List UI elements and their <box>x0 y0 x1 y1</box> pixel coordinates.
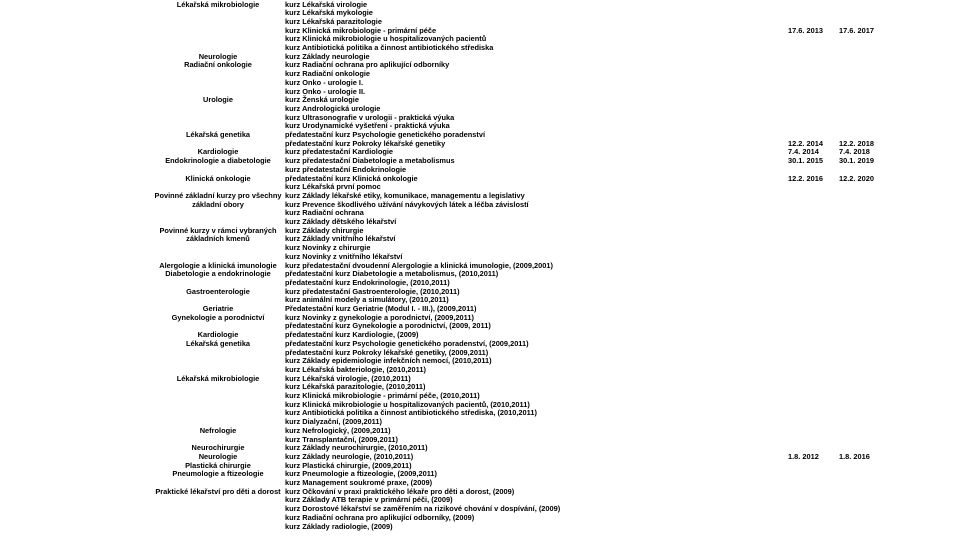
course-cell: předatestační kurz Pokroky lékařské genetiky <box>285 138 446 148</box>
course-cell: kurz předatestační Kardiologie <box>285 147 394 157</box>
course-cell: předatestační kurz Pokroky lékařské genetiky, (2009,2011) <box>285 347 489 357</box>
course-cell: předatestační kurz Psychologie genetického poradenství, (2009,2011) <box>285 338 529 348</box>
course-cell: kurz Nefrologický, (2009,2011) <box>285 425 391 435</box>
date-from-cell: 17.6. 2013 <box>788 25 823 35</box>
section-cell: Gastroenterologie <box>186 286 250 296</box>
course-cell: kurz Lékařská parazitologie <box>285 16 382 26</box>
table-row <box>0 44 959 53</box>
course-cell: předatestační kurz Kardiologie, (2009) <box>285 330 419 340</box>
table-row <box>0 505 959 514</box>
table-row <box>0 418 959 427</box>
table-row <box>0 61 959 70</box>
table-row <box>0 523 959 532</box>
course-cell: kurz Klinická mikrobiologie u hospitalizovaných pacientů, (2010,2011) <box>285 399 530 409</box>
section-cell: Lékařská genetika <box>185 130 251 139</box>
course-cell: kurz Antibiotická politika a činnost antibiotického střediska <box>285 43 494 52</box>
section-cell: Povinné základní kurzy pro všechny <box>154 190 282 200</box>
course-cell: kurz Novinky z gynekologie a porodnictví, (2009,2011) <box>285 312 474 322</box>
course-cell: kurz Radiační ochrana pro aplikující odborníky <box>285 60 450 70</box>
section-cell: Lékařská genetika <box>185 338 251 348</box>
date-from-cell: 12.2. 2016 <box>788 173 823 183</box>
section-cell: Geriatrie <box>202 304 234 313</box>
date-to-cell: 30.1. 2019 <box>839 156 874 166</box>
table-row <box>0 114 959 123</box>
course-cell: kurz Klinická mikrobiologie - primární péče, (2010,2011) <box>285 391 480 400</box>
course-cell: kurz Dialyzační, (2009,2011) <box>285 417 382 427</box>
course-cell: kurz Ženská urologie <box>285 95 359 105</box>
section-cell: Plastická chirurgie <box>185 460 251 470</box>
course-cell: kurz Radiační onkologie <box>285 69 371 79</box>
course-cell: kurz Pneumologie a ftizeologie, (2009,2011) <box>285 469 437 479</box>
course-cell: kurz Lékařská virologie <box>285 0 368 9</box>
course-cell: kurz Základy ATB terapie v primární péči, (2009) <box>285 495 453 505</box>
course-cell: kurz Ultrasonografie v urologii - praktická výuka <box>285 112 455 122</box>
table-row <box>0 270 959 279</box>
date-to-cell: 12.2. 2020 <box>839 173 874 183</box>
section-cell: základní obory <box>192 199 244 209</box>
section-cell: Lékařská mikrobiologie <box>176 373 260 383</box>
table-row <box>0 514 959 523</box>
course-cell: předatestační kurz Endokrinologie, (2010,2011) <box>285 277 450 287</box>
course-cell: kurz Antibiotická politika a činnost antibiotického střediska, (2010,2011) <box>285 408 537 418</box>
table-row <box>0 79 959 88</box>
course-cell: kurz Prevence škodlivého užívání návykových látek a léčba závislostí <box>285 199 529 209</box>
section-cell: Diabetologie a endokrinologie <box>165 269 271 279</box>
date-from-cell: 12.2. 2014 <box>788 138 823 148</box>
course-cell: předatestační kurz Gynekologie a porodnictví, (2009, 2011) <box>285 321 491 331</box>
course-cell: kurz Klinická mikrobiologie - primární péče <box>285 25 437 35</box>
section-cell: Kardiologie <box>197 330 239 340</box>
course-cell: kurz Transplantační, (2009,2011) <box>285 434 398 444</box>
table-row <box>0 375 959 384</box>
table-row <box>0 88 959 97</box>
section-cell: Endokrinologie a diabetologie <box>165 156 271 166</box>
table-row <box>0 305 959 314</box>
table-row <box>0 96 959 105</box>
course-cell: kurz Plastická chirurgie, (2009,2011) <box>285 460 412 470</box>
course-cell: kurz Lékařská virologie, (2010,2011) <box>285 373 411 383</box>
section-cell: základních kmenů <box>186 234 250 244</box>
course-cell: předatestační kurz Klinická onkologie <box>285 173 418 183</box>
course-cell: kurz Základy dětského lékařství <box>285 217 397 226</box>
course-cell: kurz předatestační Endokrinologie <box>285 164 407 174</box>
course-cell: předatestační kurz Psychologie genetického poradenství <box>285 130 486 139</box>
section-cell: Pneumologie a ftizeologie <box>172 469 264 479</box>
table-row <box>0 1 959 10</box>
section-cell: Alergologie a klinická imunologie <box>159 260 277 270</box>
course-cell: kurz Novinky z vnitřního lékařství <box>285 251 403 261</box>
course-cell: kurz animální modely a simulátory, (2010,2011) <box>285 295 449 305</box>
section-cell: Kardiologie <box>197 147 239 157</box>
date-to-cell: 7.4. 2018 <box>839 147 870 157</box>
course-cell: kurz Základy lékařské etiky, komunikace, managementu a legislativy <box>285 190 525 200</box>
section-cell: Povinné kurzy v rámci vybraných <box>159 225 277 235</box>
date-to-cell: 12.2. 2018 <box>839 138 874 148</box>
course-cell: kurz Onko - urologie I. <box>285 77 364 87</box>
date-to-cell: 17.6. 2017 <box>839 25 874 35</box>
course-cell: kurz Očkování v praxi praktického lékaře pro děti a dorost, (2009) <box>285 486 515 496</box>
table-row <box>0 157 959 166</box>
table-row <box>0 296 959 305</box>
section-cell: Gynekologie a porodnictví <box>171 312 265 322</box>
date-to-cell: 1.8. 2016 <box>839 451 870 461</box>
table-row <box>0 288 959 297</box>
course-cell: kurz Urodynamické vyšetření - praktická výuka <box>285 121 450 131</box>
course-cell: kurz Lékařská první pomoc <box>285 182 381 192</box>
table-row <box>0 453 959 462</box>
section-cell: Praktické lékařství pro děti a dorost <box>155 486 281 496</box>
date-from-cell: 1.8. 2012 <box>788 451 819 461</box>
section-cell: Nefrologie <box>199 425 237 435</box>
table-row <box>0 436 959 445</box>
table-row <box>0 218 959 227</box>
table-row <box>0 201 959 210</box>
table-row <box>0 9 959 18</box>
course-cell: kurz Základy radiologie, (2009) <box>285 521 393 531</box>
table-row <box>0 175 959 184</box>
table-row <box>0 70 959 79</box>
course-cell: kurz Základy chirurgie <box>285 225 364 235</box>
course-cell: kurz Základy epidemiologie infekčních nemocí, (2010,2011) <box>285 356 492 366</box>
course-cell: předatestační kurz Diabetologie a metabolismus, (2010,2011) <box>285 269 499 279</box>
course-cell: kurz Lékařská mykologie <box>285 8 373 18</box>
course-cell: kurz Základy vnitřního lékařství <box>285 234 396 244</box>
course-cell: kurz Dorostové lékařství se zaměřením na rizikové chování v dospívání, (2009) <box>285 504 561 514</box>
table-row <box>0 357 959 366</box>
table-row <box>0 279 959 288</box>
table-row <box>0 409 959 418</box>
section-cell: Neurologie <box>198 451 238 461</box>
course-cell: Předatestační kurz Geriatrie (Modul I. - III.), (2009,2011) <box>285 304 477 313</box>
table-row <box>0 227 959 236</box>
table-row <box>0 470 959 479</box>
course-cell: kurz Onko - urologie II. <box>285 86 366 96</box>
section-cell: Neurochirurgie <box>191 443 245 453</box>
date-from-cell: 7.4. 2014 <box>788 147 819 157</box>
table-row <box>0 322 959 331</box>
table-row <box>0 105 959 114</box>
course-cell: kurz Lékařská bakteriologie, (2010,2011) <box>285 364 426 374</box>
table-row <box>0 462 959 471</box>
course-cell: kurz Lékařská parazitologie, (2010,2011) <box>285 382 426 392</box>
course-cell: kurz předatestační Diabetologie a metabolismus <box>285 156 455 166</box>
course-cell: kurz Novinky z chirurgie <box>285 243 371 253</box>
table-row <box>0 488 959 497</box>
section-cell: Klinická onkologie <box>185 173 251 183</box>
course-cell: kurz Základy neurochirurgie, (2010,2011) <box>285 443 428 453</box>
table-row <box>0 427 959 436</box>
course-cell: kurz Základy neurologie <box>285 51 370 61</box>
table-row <box>0 366 959 375</box>
table-row <box>0 244 959 253</box>
course-cell: kurz předatestační Gastroenterologie, (2010,2011) <box>285 286 460 296</box>
course-cell: kurz Radiační ochrana pro aplikující odborníky, (2009) <box>285 512 475 522</box>
course-cell: kurz Andrologická urologie <box>285 103 381 113</box>
section-cell: Neurologie <box>198 51 238 61</box>
section-cell: Radiační onkologie <box>184 60 252 70</box>
course-cell: kurz Základy neurologie, (2010,2011) <box>285 451 414 461</box>
course-cell: kurz předatestační dvoudenní Alergologie a klinická imunologie, (2009,2001) <box>285 260 553 270</box>
section-cell: Urologie <box>203 95 233 105</box>
table-row <box>0 235 959 244</box>
course-cell: kurz Radiační ochrana <box>285 208 364 218</box>
section-cell: Lékařská mikrobiologie <box>176 0 260 9</box>
table-row <box>0 53 959 62</box>
course-cell: kurz Management soukromé praxe, (2009) <box>285 478 433 487</box>
date-from-cell: 30.1. 2015 <box>788 156 823 166</box>
table-row <box>0 209 959 218</box>
course-cell: kurz Klinická mikrobiologie u hospitalizovaných pacientů <box>285 34 487 44</box>
